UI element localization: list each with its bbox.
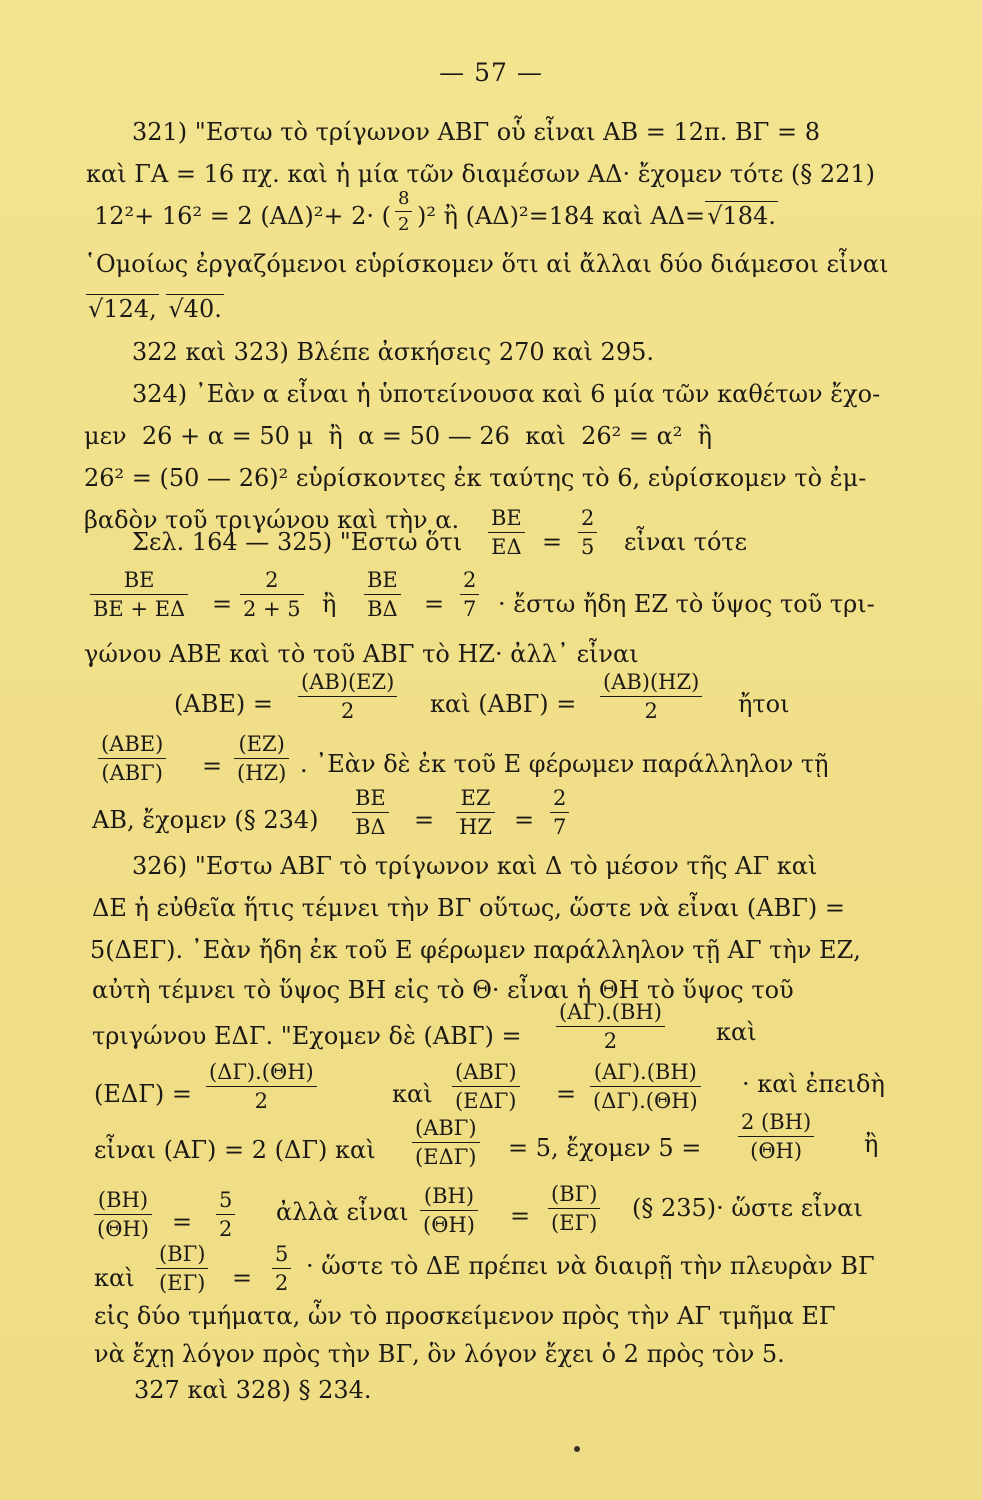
denominator: 7 <box>553 815 567 839</box>
denominator: (ΕΓ) <box>551 1211 598 1235</box>
numerator: 2 <box>550 788 569 813</box>
fraction <box>156 1244 208 1294</box>
text-line: ΔΕ ἡ εὐθεῖα ἥτις τέμνει τὴν ΒΓ οὕτως, ὥστε νὰ εἶναι (ΑΒΓ) = <box>92 894 846 922</box>
denominator: (ΕΔΓ) <box>455 1089 517 1113</box>
denominator: 2 <box>340 699 355 723</box>
denominator: ΗΖ <box>459 815 492 839</box>
fraction <box>456 788 495 838</box>
numerator: (ΒΓ) <box>156 1244 208 1269</box>
denominator: 2 <box>644 699 658 723</box>
numerator: (ΒΗ) <box>420 1186 478 1211</box>
numerator: ΒΕ <box>90 570 188 595</box>
numerator: (ΒΗ) <box>94 1190 152 1215</box>
fraction <box>420 1186 478 1236</box>
fraction <box>298 672 397 722</box>
sqrt: √ 184. <box>705 201 778 230</box>
text-line: εἰς δύο τμήματα, ὧν τὸ προσκείμενον πρὸς τὴν ΑΓ τμῆμα ΕΓ <box>94 1302 836 1330</box>
fraction <box>90 570 188 620</box>
fraction <box>98 734 166 784</box>
fraction <box>206 1062 317 1112</box>
text-line: 322 καὶ 323) Βλέπε ἀσκήσεις 270 καὶ 295. <box>132 338 654 366</box>
fraction <box>738 1112 814 1162</box>
fraction <box>488 508 525 558</box>
fraction <box>452 1062 520 1112</box>
denominator: (ΘΗ) <box>97 1217 149 1241</box>
numerator: (ΑΒ)(ΗΖ) <box>600 672 702 697</box>
text-line: νὰ ἔχῃ λόγον πρὸς τὴν ΒΓ, ὃν λόγον ἔχει ὁ 2 πρὸς τὸν 5. <box>94 1340 785 1368</box>
denominator: (ΕΓ) <box>159 1271 206 1295</box>
fraction <box>590 1062 701 1112</box>
numerator: 2 <box>578 508 597 533</box>
denominator: (ΘΗ) <box>750 1139 803 1163</box>
fraction <box>94 1190 152 1240</box>
denominator: ΒΔ <box>355 815 386 839</box>
fraction <box>234 734 289 784</box>
numerator: ΒΕ <box>364 570 401 595</box>
text-line: Σελ. 164 — 325) "Εστω ὅτι <box>132 528 463 556</box>
page-number: — 57 — <box>439 58 543 87</box>
numerator: 2 <box>460 570 479 595</box>
denominator: (ΗΖ) <box>237 761 287 785</box>
numerator: (ΑΒΓ) <box>412 1118 480 1143</box>
denominator: 2 <box>254 1089 269 1113</box>
numerator: 5 <box>216 1190 235 1215</box>
numerator: (ΑΒ)(ΕΖ) <box>298 672 397 697</box>
text-line: 12²+ 16² = 2 (ΑΔ)²+ 2· ( )² ἢ (ΑΔ)²=184 καὶ ΑΔ=√ 184. <box>94 202 778 230</box>
fraction <box>556 1002 665 1052</box>
denominator: 2 <box>603 1029 618 1053</box>
text-line: 326) "Εστω ΑΒΓ τὸ τρίγωνον καὶ Δ τὸ μέσον τῆς ΑΓ καὶ <box>132 852 818 880</box>
numerator: 2 (ΒΗ) <box>738 1112 814 1137</box>
fraction <box>600 672 702 722</box>
sqrt: √ 40. <box>166 294 223 323</box>
text-line: μεν 26 + α = 50 μ ἢ α = 50 — 26 καὶ 26² = α² ἢ <box>84 422 713 450</box>
denominator: (ΑΒΓ) <box>101 761 163 785</box>
fraction <box>364 570 401 620</box>
denominator: 2 + 5 <box>243 597 301 621</box>
numerator: 8 <box>395 190 412 212</box>
denominator: 2 <box>275 1271 289 1295</box>
numerator: (ΑΒΓ) <box>452 1062 520 1087</box>
denominator: 2 <box>219 1217 233 1241</box>
text-line: βαδὸν τοῦ τριγώνου καὶ τὴν α. <box>84 506 460 534</box>
text-line: 26² = (50 — 26)² εὑρίσκοντες ἐκ ταύτης τὸ 6, εὑρίσκομεν τὸ ἐμ- <box>84 464 867 492</box>
numerator: ΕΖ <box>456 788 495 813</box>
fraction <box>412 1118 480 1168</box>
text-line: γώνου ΑΒΕ καὶ τὸ τοῦ ΑΒΓ τὸ ΗΖ· ἀλλ᾿ εἶναι <box>84 640 639 668</box>
text-line: ῾Ομοίως ἐργαζόμενοι εὑρίσκομεν ὅτι αἱ ἄλλαι δύο διάμεσοι εἶναι <box>84 250 889 278</box>
text-line: καὶ ΓΑ = 16 πχ. καὶ ἡ μία τῶν διαμέσων ΑΔ· ἔχομεν τότε (§ 221) <box>86 160 876 188</box>
denominator: (ΔΓ).(ΘΗ) <box>593 1089 698 1113</box>
fraction <box>578 508 597 558</box>
denominator: 5 <box>581 535 595 559</box>
text-line: αὐτὴ τέμνει τὸ ὕψος ΒΗ εἰς τὸ Θ· εἶναι ἡ ΘΗ τὸ ὕψος τοῦ <box>92 976 794 1004</box>
fraction <box>352 788 389 838</box>
text-line <box>86 295 224 323</box>
denominator: (ΘΗ) <box>423 1213 475 1237</box>
ink-speck <box>574 1446 580 1452</box>
numerator: ΒΕ <box>488 508 525 533</box>
denominator: ΒΔ <box>367 597 398 621</box>
fraction <box>240 570 304 620</box>
book-page: — 57 — 321) "Εστω τὸ τρίγωνον ΑΒΓ οὗ εἶναι ΑΒ = 12π. ΒΓ = 8 καὶ ΓΑ = 16 πχ. καὶ ἡ μία τῶν διαμέσων ΑΔ· ἔχομεν τότε (§ 221) 12²+ 16² = 2 (ΑΔ)²+ 2· ( )² ἢ (ΑΔ)²=184 καὶ ΑΔ=√ 184. $\frac{8}{2}$ ῾Ομοίως ἐργαζόμενοι εὑρίσκομεν ὅτι αἱ ἄλλαι δύο διάμεσοι εἶναι √ 124, √ 40. 322 καὶ 323) Βλέπε ἀσκήσεις 270 καὶ 295. 324) ᾿Εὰν α εἶναι ἡ ὑποτείνουσα καὶ 6 μία τῶν καθέτων ἔχο- μεν 26 + α = 50 μ ἢ α = 50 — 26 καὶ 26² = α² ἢ 26² = (50 — 26)² εὑρίσκοντες ἐκ ταύτης τὸ 6, εὑρίσκομεν τὸ ἐμ- βαδὸν τοῦ τριγώνου καὶ τὴν α. Σελ. 164 — 325) "Εστω ὅτι $\frac{BE}{E\Delta}$ = $\frac{2}{5}$ εἶναι τότε $\frac{BE}{BE + E\Delta}$ = $\frac{2}{2 + 5}$ ἢ $\frac{BE}{B\Delta}$ = $\frac{2}{7}$ · ἔστω ἤδη ΕΖ τὸ ὕψος τοῦ τρι- γώνου ΑΒΕ καὶ τὸ τοῦ ΑΒΓ τὸ ΗΖ· ἀλλ᾿ εἶναι (ΑΒΕ) = $\frac{(AB)(EZ)}{2}$ καὶ (ΑΒΓ) = $\frac{(AB)(HZ)}{2}$ ἤτοι (ΑΒΕ) (ΑΒΓ) = $\frac{(EZ)}{(HZ)}$ . ᾿Εὰν δὲ ἐκ τοῦ Ε φέρωμεν παράλληλον τῇ ΑΒ, ἔχομεν (§ 234) $\frac{BE}{B\Delta}$ = $\frac{EZ}{HZ}$ = $\frac{2}{7}$ 326) "Εστω ΑΒΓ τὸ τρίγωνον καὶ Δ τὸ μέσον τῆς ΑΓ καὶ ΔΕ ἡ εὐθεῖα ἥτις τέμνει τὴν ΒΓ οὕτως, ὥστε νὰ εἶναι (ΑΒΓ) = 5(ΔΕΓ). ᾿Εὰν ἤδη ἐκ τοῦ Ε φέρωμεν παράλληλον τῇ ΑΓ τὴν ΕΖ, αὐτὴ τέμνει τὸ ὕψος ΒΗ εἰς τὸ Θ· εἶναι ἡ ΘΗ τὸ ὕψος τοῦ τριγώνου ΕΔΓ. "Εχομεν δὲ (ΑΒΓ) = $\frac{(A\Gamma).(BH)}{2}$ καὶ (ΕΔΓ) = $\frac{(\Delta\Gamma).(\Theta H)}{2}$ καὶ (ΑΒΓ) (ΕΔΓ) = $\frac{(A\Gamma).(BH)}{(\Delta\Gamma).(\Theta H)}$ · καὶ ἐπειδὴ εἶναι (ΑΓ) = 2 (ΔΓ) καὶ (ΑΒΓ) (ΕΔΓ) = 5, ἔχομεν 5 = $\frac{2 (BH)}{(\Theta H)}$ ἢ $\frac{(BH)}{(\Theta H)}$ = $\frac{5}{2}$ ἀλλὰ εἶναι $\frac{(BH)}{(\Theta H)}$ = $\frac{(B\Gamma)}{(E\Gamma)}$ (§ 235)· ὥστε εἶναι καὶ $\frac{(B\Gamma)}{(E\Gamma)}$ = $\frac{5}{2}$ · ὥστε τὸ ΔΕ πρέπει νὰ διαιρῇ τὴν πλευρὰν ΒΓ εἰς δύο τμήματα, ὧν τὸ προσκείμενον πρὸς τὴν ΑΓ τμῆμα ΕΓ νὰ ἔχῃ λόγον πρὸς τὴν ΒΓ, ὃν λόγον ἔχει ὁ 2 πρὸς τὸν 5. 327 καὶ 328) § 234. <box>0 0 982 1500</box>
fraction <box>272 1244 291 1294</box>
fraction <box>548 1184 600 1234</box>
numerator: (ΒΓ) <box>548 1184 600 1209</box>
text-line: 321) "Εστω τὸ τρίγωνον ΑΒΓ οὗ εἶναι ΑΒ = 12π. ΒΓ = 8 <box>132 118 820 146</box>
numerator: 2 <box>240 570 304 595</box>
text-line: 324) ᾿Εὰν α εἶναι ἡ ὑποτείνουσα καὶ 6 μία τῶν καθέτων ἔχο- <box>132 380 881 408</box>
numerator: (ΑΒΕ) <box>98 734 166 759</box>
denominator: ΒΕ + ΕΔ <box>93 597 186 621</box>
fraction <box>395 190 412 234</box>
text-line: 327 καὶ 328) § 234. <box>134 1376 372 1404</box>
denominator: 2 <box>398 214 410 235</box>
numerator: (ΑΓ).(ΒΗ) <box>590 1062 701 1087</box>
denominator: 7 <box>463 597 477 621</box>
text-line: 5(ΔΕΓ). ᾿Εὰν ἤδη ἐκ τοῦ Ε φέρωμεν παράλληλον τῇ ΑΓ τὴν ΕΖ, <box>90 936 861 964</box>
fraction <box>550 788 569 838</box>
fraction <box>216 1190 235 1240</box>
denominator: ΕΔ <box>491 535 522 559</box>
numerator: (ΕΖ) <box>234 734 289 759</box>
denominator: (ΕΔΓ) <box>415 1145 477 1169</box>
numerator: (ΑΓ).(ΒΗ) <box>556 1002 665 1027</box>
numerator: ΒΕ <box>352 788 389 813</box>
numerator: 5 <box>272 1244 291 1269</box>
sqrt: √ 124, <box>86 294 159 323</box>
fraction <box>460 570 479 620</box>
numerator: (ΔΓ).(ΘΗ) <box>206 1062 317 1087</box>
